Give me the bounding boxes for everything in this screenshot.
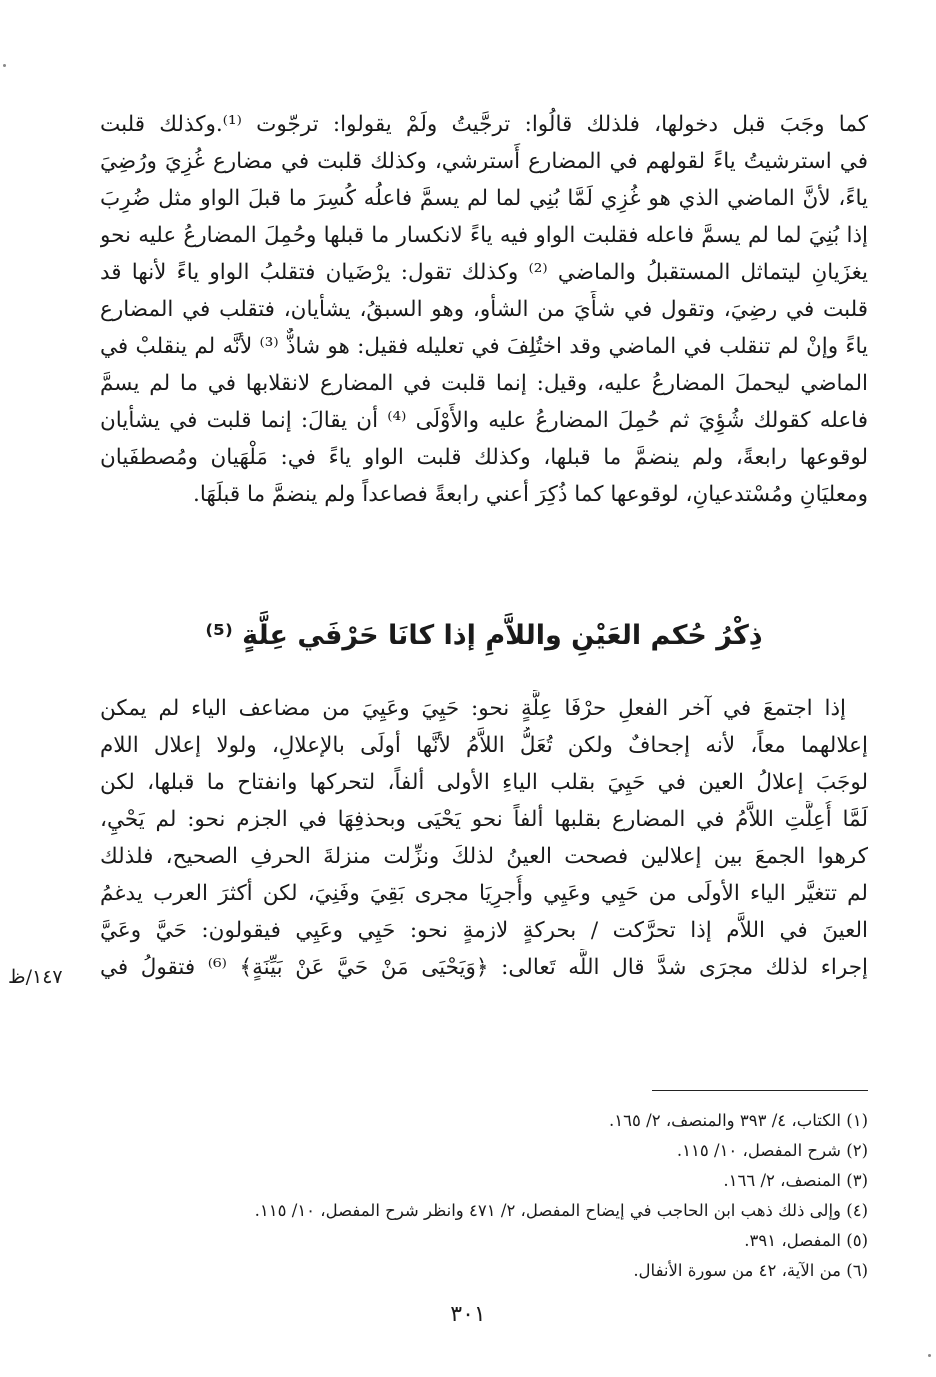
- section-heading: ذِكْرُ حُكم العَيْنِ واللاَّمِ إذا كانَا حَرْفَي عِلَّةٍ ⁽⁵⁾: [205, 620, 763, 651]
- manuscript-folio-note: ١٤٧/ظ: [8, 966, 63, 988]
- body-line: لوجَبَ إعلالُ العين في حَيِيَ بقلب الياءِ الأولى ألفاً، لتحركها وانفتاح ما قبلها، لكن: [100, 770, 868, 795]
- body-line: في استرشيتُ ياءً لقولهم في المضارع أَسترشي، وكذلك قلبت في مضارع غُزِيَ ورُضِيَ: [100, 149, 868, 174]
- footnote: (٤) وإلى ذلك ذهب ابن الحاجب في إيضاح المفصل، ٢/ ٤٧١ وانظر شرح المفصل، ١٠/ ١١٥.: [254, 1201, 868, 1220]
- body-line: لَمَّا أُعِلَّتِ اللاَّمُ في المضارع بقلبها ألفاً نحو يَحْيَى وبحذفِهَا في الجزم نحو: لم يَحْيِ،: [100, 807, 868, 832]
- footnote: (٦) من الآية، ٤٢ من سورة الأنفال.: [633, 1261, 868, 1280]
- body-line: ياءً وإنْ لم تنقلب في الماضي وقد اختُلِفَ في تعليله فقيل: هو شاذٌّ ⁽³⁾ لأنَّه لم ينقلبْ في: [100, 334, 868, 359]
- body-paragraph-1: [100, 106, 868, 513]
- body-line: إذا اجتمعَ في آخر الفعلِ حرْفَا عِلَّةٍ نحو: حَيِيَ وعَيِيَ من مضاعف الياء لم يمكن: [100, 696, 846, 721]
- body-line: إعلالهما معاً، لأنه إجحافٌ ولكن تُعَلُّ اللاَّمُ لأنَّها أولَى بالإعلالِ، ولولا إعلال اللام: [100, 733, 868, 758]
- footnote: (٥) المفصل، ٣٩١.: [744, 1231, 868, 1250]
- body-line: كرهوا الجمعَ بين إعلالين فصحت العينُ لذلكَ ونزِّلت منزلةَ الحرفِ الصحيح، فلذلك: [100, 844, 868, 869]
- body-line: فاعله كقولك شُؤِيَ ثم حُمِلَ المضارعُ عليه والأَوْلَى ⁽⁴⁾ أن يقالَ: إنما قلبت في يشأيان: [100, 408, 868, 433]
- scan-speck: [928, 1354, 931, 1357]
- body-line: ياءً، لأنَّ الماضي الذي هو غُزِي لَمَّا بُنِي لما لم يسمَّ فاعلُه كُسِرَ ما قبلَ الواو مثل ضُرِبَ: [100, 186, 868, 211]
- body-line: كما وجَبَ قبل دخولها، فلذلك قالُوا: ترجَّيتُ ولَمْ يقولوا: ترجّوت ⁽¹⁾.وكذلك قلبت: [100, 112, 868, 137]
- body-line: لم تتغيَّر الياء الأولَى من حَيِي وعَيِي وأُجرِيَا مجرى بَقِيَ وفَنِيَ، لكن أكثرَ العرب يدغمُ: [100, 881, 868, 906]
- footnote: (١) الكتاب، ٤/ ٣٩٣ والمنصف، ٢/ ١٦٥.: [609, 1111, 868, 1130]
- page-number: ٣٠١: [450, 1302, 486, 1327]
- footnote: (٢) شرح المفصل، ١٠/ ١١٥.: [676, 1141, 868, 1160]
- body-line: لوقوعها رابعةً، ولم ينضمَّ ما قبلها، وكذلك قلبت الواو ياءً في: مَلْهَيان ومُصطفَيان: [100, 445, 868, 470]
- body-line: إذا بُنِيَ لما لم يسمَّ فاعله فقلبت الواو فيه ياءً لانكسار ما قبلها وحُمِلَ المضارعُ عليه نحو: [100, 223, 868, 248]
- footnotes: [100, 1106, 868, 1286]
- body-line: العينَ في اللاَّم إذا تحرَّكت / بحركةٍ لازمةٍ نحو: حَيِي وعَيِي فيقولون: حَيَّ وعَيَّ: [100, 918, 868, 943]
- body-line: الماضي ليحملَ المضارعُ عليه، وقيل: إنما قلبت في المضارع لانقلابها في ما لم يسمَّ: [100, 371, 868, 396]
- body-line: ومعليَانِ ومُسْتدعيانِ، لوقوعها كما ذُكِرَ أعني رابعةً فصاعداً ولم ينضمَّ ما قبلَهَا.: [193, 482, 868, 507]
- footnote: (٣) المنصف، ٢/ ١٦٦.: [723, 1171, 868, 1190]
- body-paragraph-2: [100, 690, 868, 986]
- footnote-divider: [652, 1090, 868, 1091]
- body-line: يغزَيانِ ليتماثل المستقبلُ والماضي ⁽²⁾ وكذلك تقول: يرْضَيان فتقلبُ الواو ياءً لأنها قد: [100, 260, 868, 285]
- body-line: قلبت في رضِيَ، وتقول في شأَيَ من الشأو، وهو السبقُ، يشأيان، فتقلب في المضارع: [100, 297, 868, 322]
- body-line: إجراء لذلك مجرَى شدَّ قال اللَّه تَعالى: ﴿وَيَحْيَى مَنْ حَيَّ عَنْ بَيِّنَةٍ﴾ ⁽⁶⁾ فتقولُ في: [100, 955, 868, 980]
- scan-speck: [3, 64, 6, 67]
